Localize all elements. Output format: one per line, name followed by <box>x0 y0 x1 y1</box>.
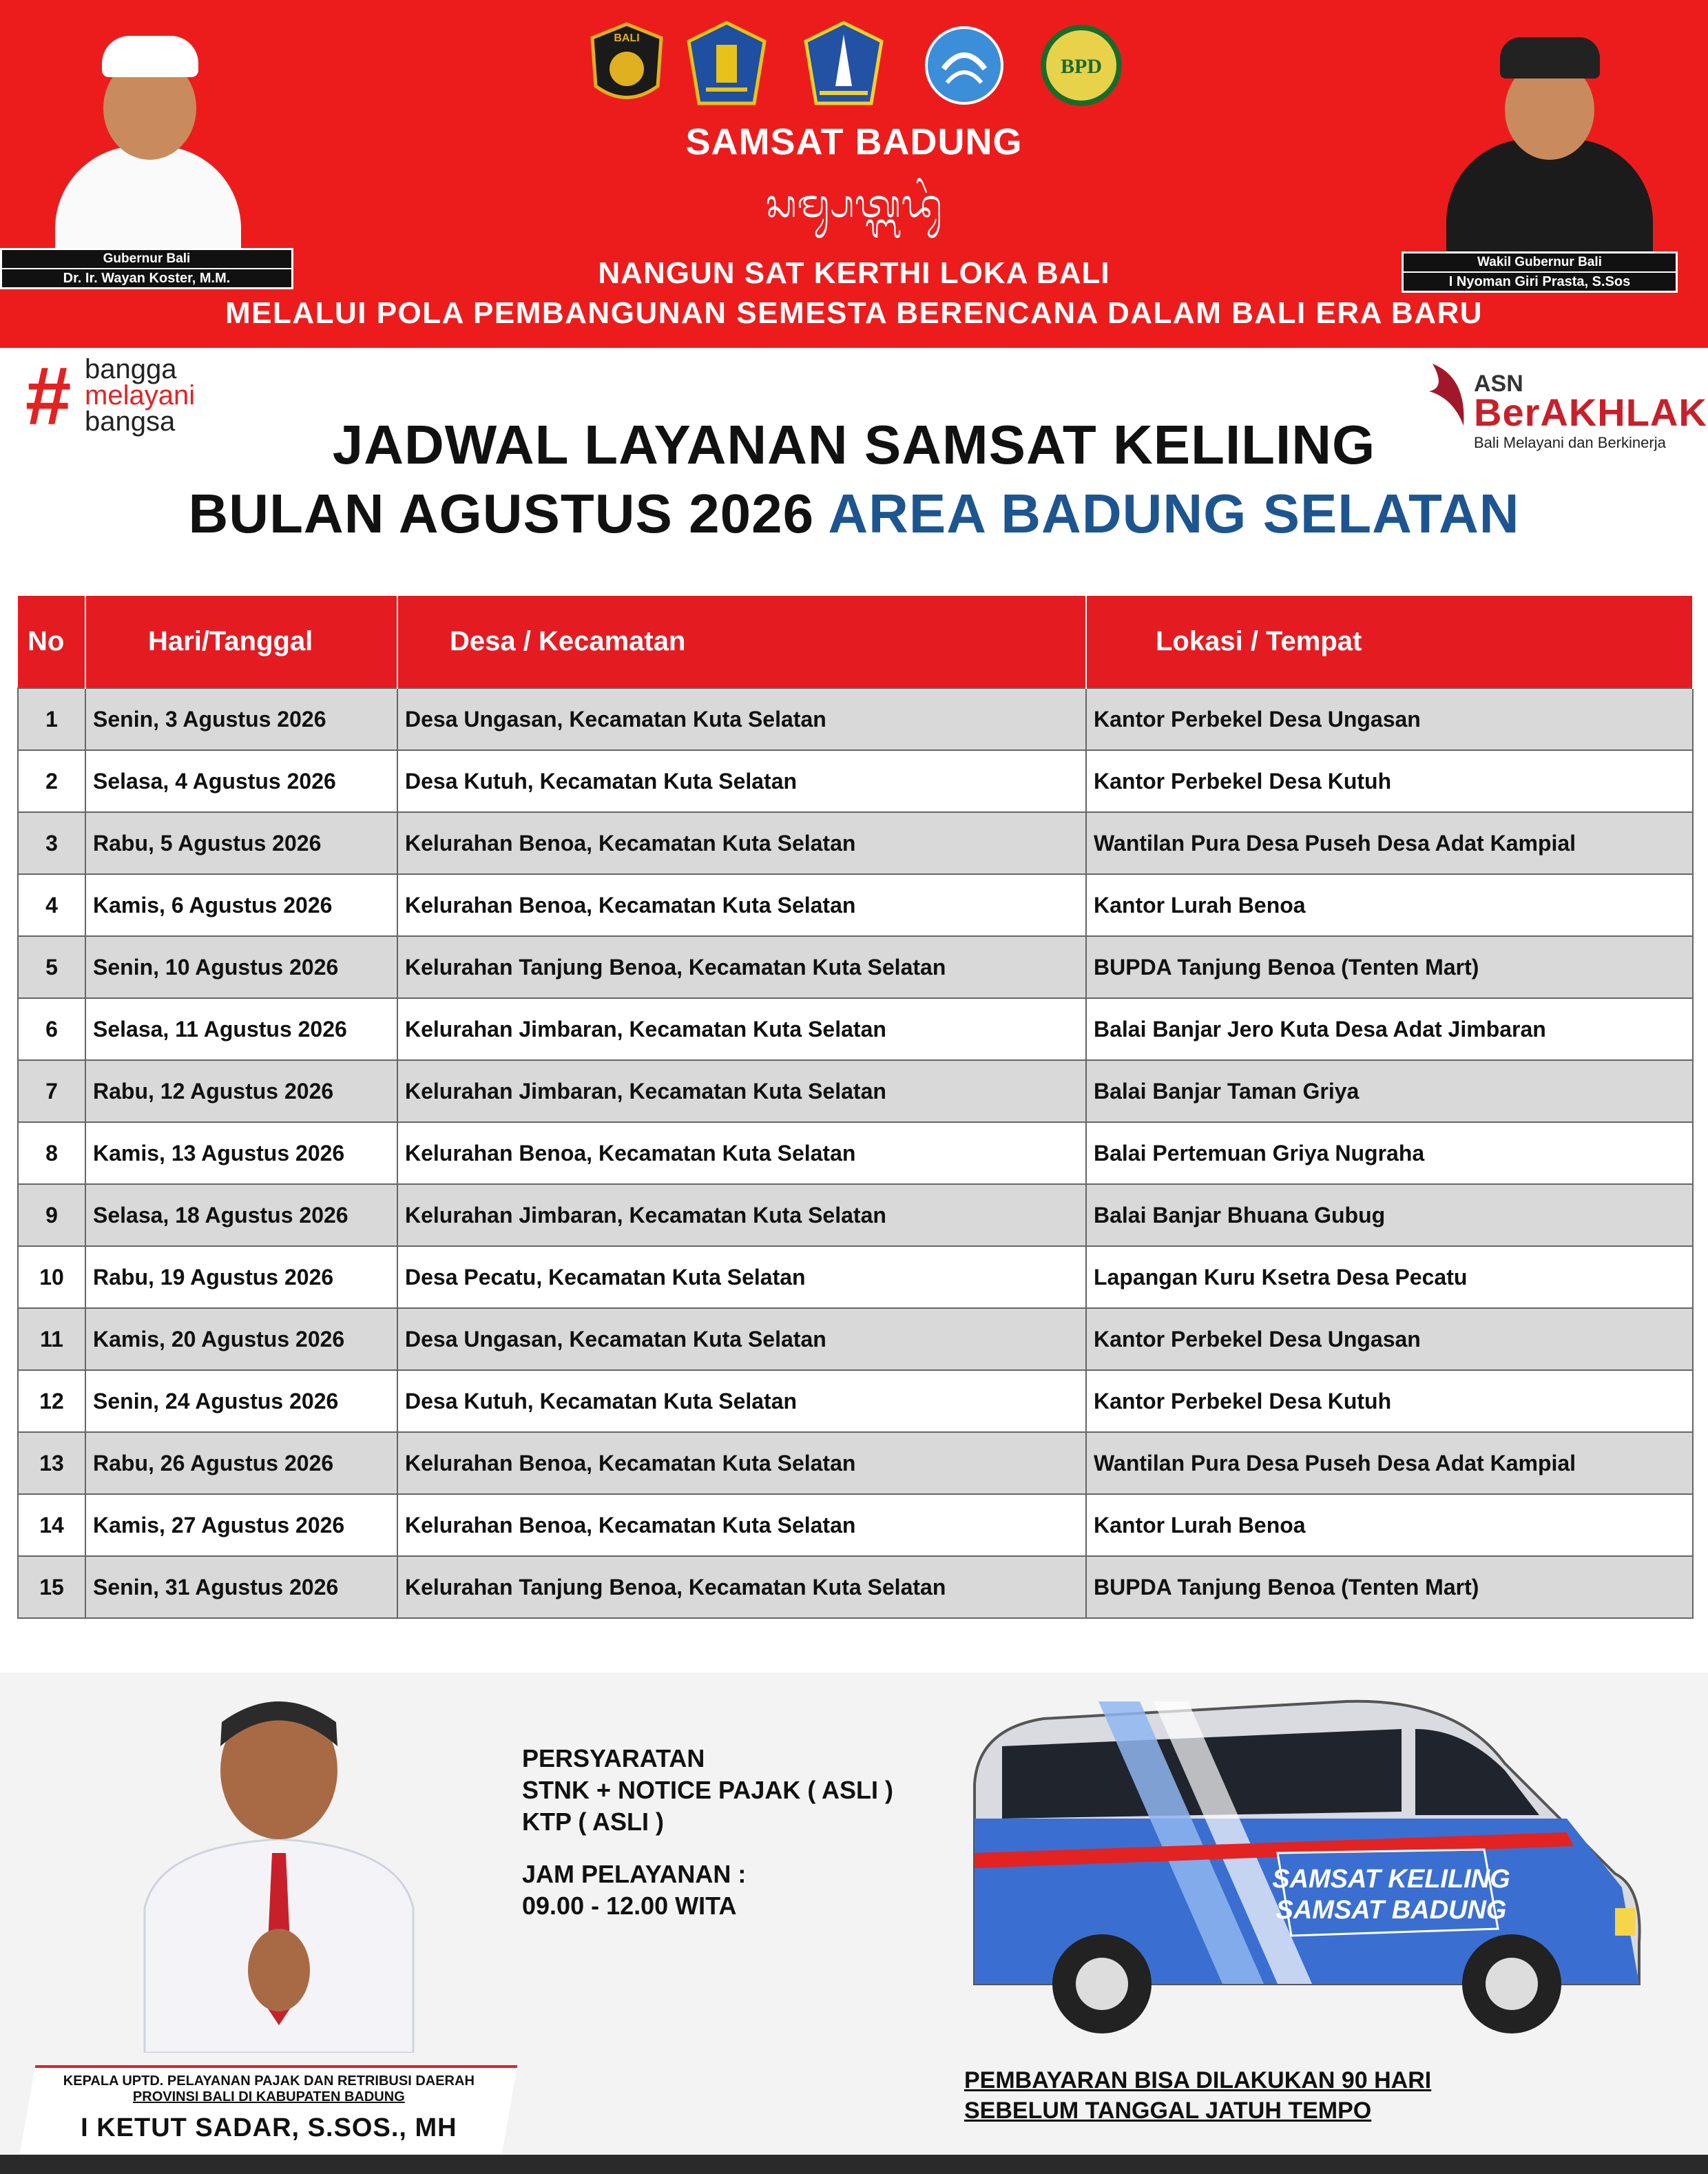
cell-no: 8 <box>18 1122 85 1184</box>
badung-regency-emblem-icon <box>802 21 885 110</box>
header-location: Lokasi / Tempat <box>1086 596 1693 688</box>
cell-village-district: Kelurahan Tanjung Benoa, Kecamatan Kuta Selatan <box>397 936 1086 998</box>
cell-no: 5 <box>18 936 85 998</box>
cell-location: Lapangan Kuru Ksetra Desa Pecatu <box>1086 1246 1693 1308</box>
cell-village-district: Kelurahan Benoa, Kecamatan Kuta Selatan <box>397 1432 1086 1494</box>
cell-village-district: Desa Ungasan, Kecamatan Kuta Selatan <box>397 688 1086 750</box>
table-row <box>18 1184 1693 1246</box>
cell-location: Kantor Perbekel Desa Kutuh <box>1086 1370 1693 1432</box>
cell-day-date: Rabu, 12 Agustus 2026 <box>85 1060 397 1122</box>
cell-day-date: Selasa, 4 Agustus 2026 <box>85 750 397 812</box>
payment-note <box>964 2065 1431 2126</box>
van-label-line-2: SAMSAT BADUNG <box>1275 1896 1507 1925</box>
police-badge-icon <box>585 21 668 110</box>
cell-day-date: Senin, 24 Agustus 2026 <box>85 1370 397 1432</box>
cell-village-district: Kelurahan Benoa, Kecamatan Kuta Selatan <box>397 1494 1086 1556</box>
vice-governor-role: Wakil Gubernur Bali <box>1477 255 1602 269</box>
cell-location: Kantor Lurah Benoa <box>1086 874 1693 936</box>
vice-governor-name: I Nyoman Giri Prasta, S.Sos <box>1404 271 1676 291</box>
van-label-line-1: SAMSAT KELILING <box>1272 1865 1510 1894</box>
official-title-line-1: KEPALA UPTD. PELAYANAN PAJAK DAN RETRIBUSI DAERAH <box>63 2073 475 2089</box>
cell-day-date: Kamis, 20 Agustus 2026 <box>85 1308 397 1370</box>
cell-day-date: Selasa, 18 Agustus 2026 <box>85 1184 397 1246</box>
cell-no: 4 <box>18 874 85 936</box>
cell-location: Kantor Perbekel Desa Ungasan <box>1086 1308 1693 1370</box>
requirement-stnk: STNK + NOTICE PAJAK ( ASLI ) <box>522 1776 894 1804</box>
cell-location: Kantor Lurah Benoa <box>1086 1494 1693 1556</box>
cell-day-date: Rabu, 26 Agustus 2026 <box>85 1432 397 1494</box>
requirement-ktp: KTP ( ASLI ) <box>522 1808 664 1836</box>
brand-title: SAMSAT BADUNG <box>685 121 1023 163</box>
header-village-district: Desa / Kecamatan <box>397 596 1086 688</box>
table-row <box>18 1370 1693 1432</box>
cell-day-date: Rabu, 19 Agustus 2026 <box>85 1246 397 1308</box>
asn-label: ASN <box>1474 371 1523 397</box>
requirements-heading: PERSYARATAN <box>522 1744 705 1772</box>
cell-village-district: Kelurahan Jimbaran, Kecamatan Kuta Selatan <box>397 1060 1086 1122</box>
cell-village-district: Kelurahan Benoa, Kecamatan Kuta Selatan <box>397 812 1086 874</box>
official-caption <box>20 2065 518 2154</box>
cell-location: Wantilan Pura Desa Puseh Desa Adat Kampial <box>1086 812 1693 874</box>
cell-village-district: Desa Pecatu, Kecamatan Kuta Selatan <box>397 1246 1086 1308</box>
bpd-bali-icon <box>1040 21 1123 110</box>
cell-village-district: Desa Kutuh, Kecamatan Kuta Selatan <box>397 750 1086 812</box>
hashtag-word-2: melayani <box>85 380 196 411</box>
payment-note-line-1: PEMBAYARAN BISA DILAKUKAN 90 HARI <box>964 2067 1432 2093</box>
cell-location: Balai Pertemuan Griya Nugraha <box>1086 1122 1693 1184</box>
table-row <box>18 1308 1693 1370</box>
table-header-row <box>18 596 1693 688</box>
cell-day-date: Kamis, 6 Agustus 2026 <box>85 874 397 936</box>
table-row <box>18 874 1693 936</box>
header-banner <box>0 0 1708 348</box>
governor-role: Gubernur Bali <box>103 251 191 266</box>
cell-location: Kantor Perbekel Desa Ungasan <box>1086 688 1693 750</box>
jasa-raharja-icon <box>923 21 1006 110</box>
cell-location: BUPDA Tanjung Benoa (Tenten Mart) <box>1086 936 1693 998</box>
service-hours-value: 09.00 - 12.00 WITA <box>522 1892 737 1920</box>
table-row <box>18 936 1693 998</box>
official-name: I KETUT SADAR, S.SOS., MH <box>81 2113 457 2142</box>
cell-location: Wantilan Pura Desa Puseh Desa Adat Kampial <box>1086 1432 1693 1494</box>
balinese-script-title: ᬲᬫ᭄ᬲᬢ᭄ᬩᬤᬸᬂ <box>765 182 943 227</box>
cell-no: 12 <box>18 1370 85 1432</box>
bali-province-emblem-icon <box>685 21 768 110</box>
payment-note-line-2: SEBELUM TANGGAL JATUH TEMPO <box>964 2098 1372 2124</box>
cell-location: Balai Banjar Taman Griya <box>1086 1060 1693 1122</box>
logo-row <box>585 21 1150 117</box>
official-portrait-icon <box>117 1681 441 2053</box>
table-row <box>18 998 1693 1060</box>
cell-day-date: Kamis, 27 Agustus 2026 <box>85 1494 397 1556</box>
cell-no: 3 <box>18 812 85 874</box>
table-row <box>18 1060 1693 1122</box>
cell-day-date: Senin, 10 Agustus 2026 <box>85 936 397 998</box>
cell-no: 7 <box>18 1060 85 1122</box>
table-row <box>18 1122 1693 1184</box>
page-title: JADWAL LAYANAN SAMSAT KELILING <box>332 414 1376 475</box>
cell-no: 10 <box>18 1246 85 1308</box>
official-title-line-2: PROVINSI BALI DI KABUPATEN BADUNG <box>132 2089 405 2104</box>
cell-day-date: Selasa, 11 Agustus 2026 <box>85 998 397 1060</box>
hashtag-word-3: bangsa <box>85 406 176 437</box>
cell-no: 6 <box>18 998 85 1060</box>
table-row <box>18 1494 1693 1556</box>
cell-day-date: Senin, 31 Agustus 2026 <box>85 1556 397 1618</box>
bottom-strip <box>0 2155 1708 2174</box>
cell-village-district: Kelurahan Benoa, Kecamatan Kuta Selatan <box>397 1122 1086 1184</box>
cell-day-date: Kamis, 13 Agustus 2026 <box>85 1122 397 1184</box>
samsat-van-illustration <box>961 1681 1656 2039</box>
cell-day-date: Senin, 3 Agustus 2026 <box>85 688 397 750</box>
cell-no: 1 <box>18 688 85 750</box>
cell-village-district: Kelurahan Jimbaran, Kecamatan Kuta Selatan <box>397 1184 1086 1246</box>
cell-village-district: Desa Ungasan, Kecamatan Kuta Selatan <box>397 1308 1086 1370</box>
cell-village-district: Kelurahan Benoa, Kecamatan Kuta Selatan <box>397 874 1086 936</box>
motto-line-2: MELALUI POLA PEMBANGUNAN SEMESTA BERENCANA DALAM BALI ERA BARU <box>225 296 1483 330</box>
subtitle-area: AREA BADUNG SELATAN <box>828 483 1520 544</box>
schedule-table-container <box>17 596 1692 1619</box>
cell-location: Balai Banjar Jero Kuta Desa Adat Jimbaran <box>1086 998 1693 1060</box>
hashtag-word-1: bangga <box>85 354 177 384</box>
cell-location: Balai Banjar Bhuana Gubug <box>1086 1184 1693 1246</box>
table-row <box>18 1246 1693 1308</box>
cell-no: 14 <box>18 1494 85 1556</box>
cell-location: BUPDA Tanjung Benoa (Tenten Mart) <box>1086 1556 1693 1618</box>
table-row <box>18 812 1693 874</box>
cell-village-district: Kelurahan Jimbaran, Kecamatan Kuta Selatan <box>397 998 1086 1060</box>
cell-day-date: Rabu, 5 Agustus 2026 <box>85 812 397 874</box>
berakhlak-label: BerAKHLAK <box>1474 391 1707 434</box>
governor-name: Dr. Ir. Wayan Koster, M.M. <box>2 268 291 287</box>
asn-tagline: Bali Melayani dan Berkinerja <box>1474 434 1666 451</box>
cell-no: 13 <box>18 1432 85 1494</box>
cell-no: 15 <box>18 1556 85 1618</box>
cell-village-district: Desa Kutuh, Kecamatan Kuta Selatan <box>397 1370 1086 1432</box>
service-hours-label: JAM PELAYANAN : <box>522 1860 747 1888</box>
requirements-block <box>522 1743 893 1922</box>
bpd-bali-text: BPD <box>1061 55 1102 78</box>
official-photo <box>117 1681 441 2053</box>
police-badge-text: BALI <box>614 32 640 44</box>
cell-no: 2 <box>18 750 85 812</box>
table-row <box>18 1432 1693 1494</box>
header-day-date: Hari/Tanggal <box>85 596 397 688</box>
table-row <box>18 1556 1693 1618</box>
cell-no: 11 <box>18 1308 85 1370</box>
cell-no: 9 <box>18 1184 85 1246</box>
subtitle-month: BULAN AGUSTUS 2026 <box>188 483 815 544</box>
cell-location: Kantor Perbekel Desa Kutuh <box>1086 750 1693 812</box>
table-row <box>18 750 1693 812</box>
page-subtitle <box>0 482 1708 546</box>
hashtag-icon: # <box>24 350 70 442</box>
schedule-table <box>17 596 1694 1619</box>
header-no: No <box>18 596 85 688</box>
motto-line-1: NANGUN SAT KERTHI LOKA BALI <box>598 256 1110 290</box>
cell-village-district: Kelurahan Tanjung Benoa, Kecamatan Kuta Selatan <box>397 1556 1086 1618</box>
table-row <box>18 688 1693 750</box>
